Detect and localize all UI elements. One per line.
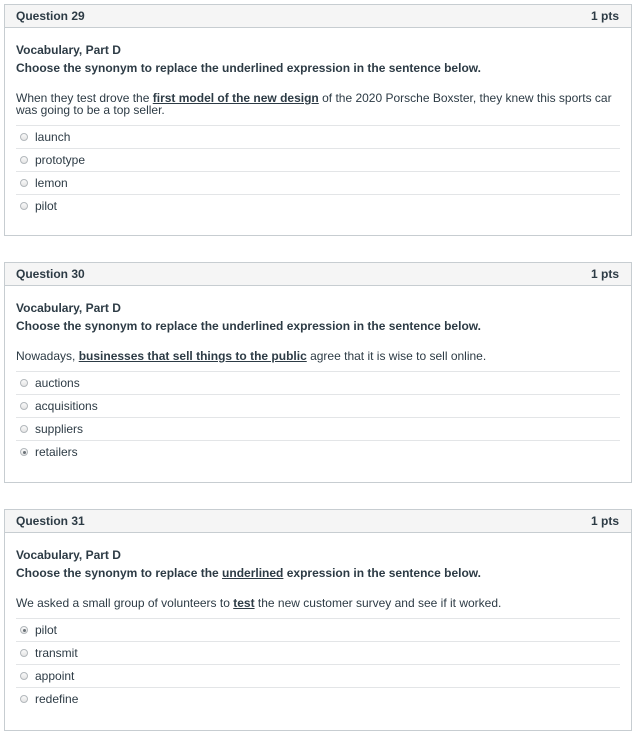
sentence-text: We asked a small group of volunteers to — [16, 596, 234, 610]
question-sentence — [16, 350, 620, 372]
question-title: Question 30 — [16, 267, 85, 281]
answer-option[interactable] — [16, 642, 620, 665]
answer-label: auctions — [35, 376, 80, 390]
radio-button-selected[interactable] — [20, 626, 28, 634]
sentence-text: agree that it is wise to sell online. — [306, 349, 487, 363]
question-29 — [4, 4, 632, 236]
answer-option[interactable] — [16, 441, 620, 463]
radio-button[interactable] — [20, 202, 28, 210]
sentence-text: Nowadays, — [16, 349, 79, 363]
question-header — [5, 510, 631, 533]
question-title: Question 29 — [16, 9, 85, 23]
question-31 — [4, 509, 632, 731]
question-instruction — [16, 566, 620, 580]
sentence-text: of the 2020 Porsche Boxster, they knew this sports car was going to be a top seller. — [16, 91, 612, 117]
answer-option[interactable] — [16, 372, 620, 395]
radio-button[interactable] — [20, 672, 28, 680]
underlined-expression: test — [233, 596, 255, 610]
question-instruction: Choose the synonym to replace the underlined expression in the sentence below. — [16, 61, 481, 75]
radio-button[interactable] — [20, 133, 28, 141]
answer-list — [16, 372, 620, 463]
radio-button[interactable] — [20, 425, 28, 433]
question-30 — [4, 262, 632, 483]
underlined-expression: first model of the new design — [152, 91, 319, 105]
answer-label: suppliers — [35, 422, 84, 436]
question-sentence — [16, 92, 620, 126]
answer-list — [16, 619, 620, 710]
answer-label: launch — [35, 130, 71, 144]
radio-button[interactable] — [20, 156, 28, 164]
question-part: Vocabulary, Part D — [16, 548, 121, 562]
answer-option[interactable] — [16, 688, 620, 710]
answer-option[interactable] — [16, 195, 620, 217]
question-points: 1 pts — [590, 267, 619, 281]
question-points: 1 pts — [590, 514, 619, 528]
answer-label: pilot — [35, 623, 58, 637]
question-sentence — [16, 597, 620, 619]
radio-button[interactable] — [20, 179, 28, 187]
answer-option[interactable] — [16, 619, 620, 642]
sentence-text: the new customer survey and see if it worked. — [254, 596, 502, 610]
answer-option[interactable] — [16, 418, 620, 441]
question-header — [5, 263, 631, 286]
question-part: Vocabulary, Part D — [16, 301, 121, 315]
question-part: Vocabulary, Part D — [16, 43, 121, 57]
answer-option[interactable] — [16, 126, 620, 149]
answer-label: transmit — [35, 646, 78, 660]
radio-button-selected[interactable] — [20, 448, 28, 456]
instruction-underlined: underlined — [222, 566, 284, 580]
question-instruction: Choose the synonym to replace the underlined expression in the sentence below. — [16, 319, 481, 333]
radio-button[interactable] — [20, 402, 28, 410]
question-points: 1 pts — [590, 9, 619, 23]
answer-option[interactable] — [16, 665, 620, 688]
answer-list — [16, 126, 620, 217]
answer-label: retailers — [35, 445, 78, 459]
radio-button[interactable] — [20, 649, 28, 657]
question-title: Question 31 — [16, 514, 85, 528]
answer-option[interactable] — [16, 395, 620, 418]
answer-label: redefine — [35, 692, 79, 706]
answer-label: lemon — [35, 176, 68, 190]
sentence-text: When they test drove the — [16, 91, 153, 105]
answer-label: appoint — [35, 669, 75, 683]
radio-button[interactable] — [20, 695, 28, 703]
instruction-text: expression in the sentence below. — [283, 566, 482, 580]
answer-option[interactable] — [16, 172, 620, 195]
question-header — [5, 5, 631, 28]
answer-option[interactable] — [16, 149, 620, 172]
answer-label: prototype — [35, 153, 86, 167]
underlined-expression: businesses that sell things to the public — [78, 349, 307, 363]
answer-label: acquisitions — [35, 399, 98, 413]
answer-label: pilot — [35, 199, 58, 213]
instruction-text: Choose the synonym to replace the — [16, 566, 223, 580]
radio-button[interactable] — [20, 379, 28, 387]
